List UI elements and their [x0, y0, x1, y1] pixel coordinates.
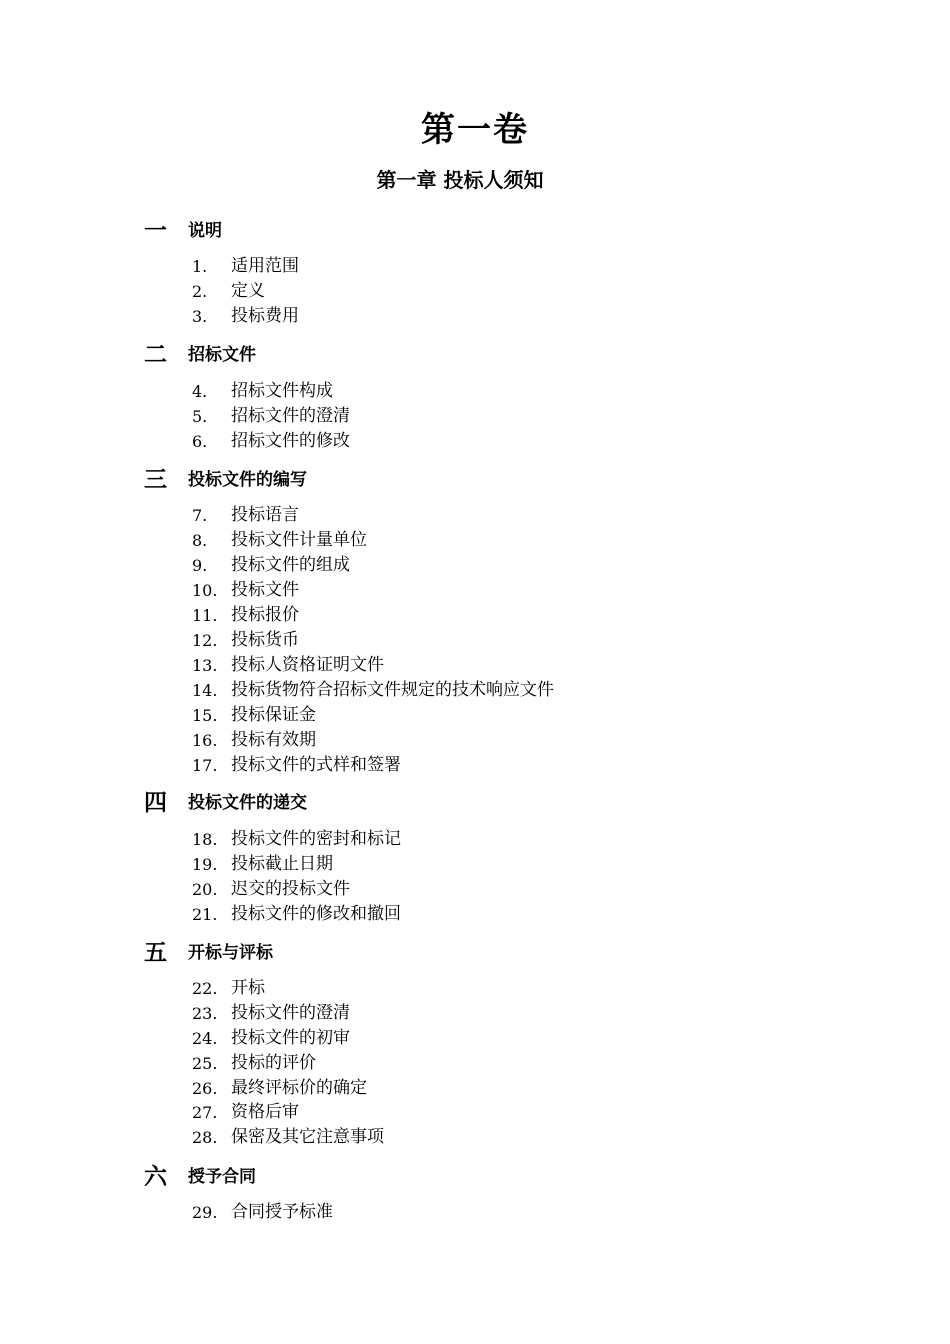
item-number: 2.: [192, 282, 208, 301]
item-label: 投标文件的澄清: [231, 1003, 350, 1023]
toc-item-24: [192, 1026, 350, 1051]
item-number: 22.: [192, 979, 218, 998]
item-label: 投标保证金: [231, 705, 316, 725]
section-title: 说明: [188, 221, 222, 241]
item-number: 28.: [192, 1128, 218, 1147]
section-numeral: 五: [144, 940, 167, 966]
item-label: 合同授予标准: [231, 1202, 333, 1222]
item-number: 27.: [192, 1103, 218, 1122]
item-number: 24.: [192, 1029, 218, 1048]
section-numeral: 一: [144, 218, 167, 244]
item-number: 18.: [192, 830, 218, 849]
toc-item-29: [192, 1200, 333, 1225]
item-number: 4.: [192, 382, 208, 401]
toc-item-26: [192, 1076, 367, 1101]
toc-item-17: [192, 753, 401, 778]
item-number: 6.: [192, 432, 208, 451]
section-title: 投标文件的编写: [188, 470, 307, 490]
toc-item-12: [192, 628, 299, 653]
item-label: 适用范围: [231, 256, 299, 276]
item-label: 投标文件的初审: [231, 1028, 350, 1048]
toc-item-21: [192, 902, 401, 927]
toc-item-27: [192, 1100, 299, 1125]
section-numeral: 四: [144, 790, 167, 816]
toc-item-14: [192, 678, 554, 703]
item-number: 14.: [192, 681, 218, 700]
chapter-title: 第一章 投标人须知: [376, 168, 544, 192]
item-label: 投标的评价: [231, 1053, 316, 1073]
item-label: 保密及其它注意事项: [231, 1127, 384, 1147]
toc-item-4: [192, 379, 333, 404]
item-label: 投标文件: [231, 580, 299, 600]
item-label: 定义: [231, 281, 265, 301]
section-heading-1: [144, 216, 222, 246]
item-label: 迟交的投标文件: [231, 879, 350, 899]
toc-item-10: [192, 578, 299, 603]
toc-item-9: [192, 553, 350, 578]
toc-item-2: [192, 279, 265, 304]
item-label: 投标货币: [231, 630, 299, 650]
item-number: 16.: [192, 731, 218, 750]
section-heading-2: [144, 340, 256, 370]
toc-item-25: [192, 1051, 316, 1076]
item-number: 10.: [192, 581, 218, 600]
item-label: 投标报价: [231, 605, 299, 625]
item-number: 20.: [192, 880, 218, 899]
item-label: 投标人资格证明文件: [231, 655, 384, 675]
item-number: 15.: [192, 706, 218, 725]
toc-item-13: [192, 653, 384, 678]
item-label: 投标文件的组成: [231, 555, 350, 575]
item-number: 17.: [192, 756, 218, 775]
item-label: 投标文件计量单位: [231, 530, 367, 550]
item-label: 投标货物符合招标文件规定的技术响应文件: [231, 680, 554, 700]
item-label: 开标: [231, 978, 265, 998]
item-label: 招标文件的澄清: [231, 406, 350, 426]
item-label: 招标文件构成: [231, 381, 333, 401]
item-number: 9.: [192, 556, 208, 575]
section-title: 招标文件: [188, 345, 256, 365]
section-title: 开标与评标: [188, 943, 273, 963]
item-label: 最终评标价的确定: [231, 1078, 367, 1098]
item-number: 19.: [192, 855, 218, 874]
item-label: 投标文件的式样和签署: [231, 755, 401, 775]
item-number: 29.: [192, 1203, 218, 1222]
toc-item-11: [192, 603, 299, 628]
toc-item-16: [192, 728, 316, 753]
section-title: 投标文件的递交: [188, 793, 307, 813]
toc-item-1: [192, 254, 299, 279]
item-number: 25.: [192, 1054, 218, 1073]
item-number: 5.: [192, 407, 208, 426]
item-label: 投标语言: [231, 505, 299, 525]
toc-item-15: [192, 703, 316, 728]
item-number: 8.: [192, 531, 208, 550]
section-numeral: 二: [144, 342, 167, 368]
item-label: 投标文件的修改和撤回: [231, 904, 401, 924]
section-numeral: 六: [144, 1164, 167, 1190]
volume-title: 第一卷: [421, 110, 529, 150]
section-heading-6: [144, 1162, 256, 1192]
toc-item-7: [192, 503, 299, 528]
item-label: 投标文件的密封和标记: [231, 829, 401, 849]
section-numeral: 三: [144, 467, 167, 493]
section-heading-4: [144, 788, 307, 818]
section-heading-3: [144, 465, 307, 495]
toc-item-6: [192, 429, 350, 454]
toc-item-23: [192, 1001, 350, 1026]
item-label: 资格后审: [231, 1102, 299, 1122]
toc-item-28: [192, 1125, 384, 1150]
item-number: 13.: [192, 656, 218, 675]
section-heading-5: [144, 938, 273, 968]
item-number: 23.: [192, 1004, 218, 1023]
toc-item-22: [192, 976, 265, 1001]
item-number: 1.: [192, 257, 208, 276]
item-number: 3.: [192, 307, 208, 326]
item-label: 投标有效期: [231, 730, 316, 750]
item-number: 11.: [192, 606, 218, 625]
item-number: 12.: [192, 631, 218, 650]
item-number: 7.: [192, 506, 208, 525]
item-number: 26.: [192, 1079, 218, 1098]
item-label: 投标截止日期: [231, 854, 333, 874]
toc-item-3: [192, 304, 299, 329]
toc-item-5: [192, 404, 350, 429]
item-label: 投标费用: [231, 306, 299, 326]
section-title: 授予合同: [188, 1167, 256, 1187]
toc-item-20: [192, 877, 350, 902]
toc-item-8: [192, 528, 367, 553]
item-label: 招标文件的修改: [231, 431, 350, 451]
toc-item-19: [192, 852, 333, 877]
item-number: 21.: [192, 905, 218, 924]
toc-item-18: [192, 827, 401, 852]
